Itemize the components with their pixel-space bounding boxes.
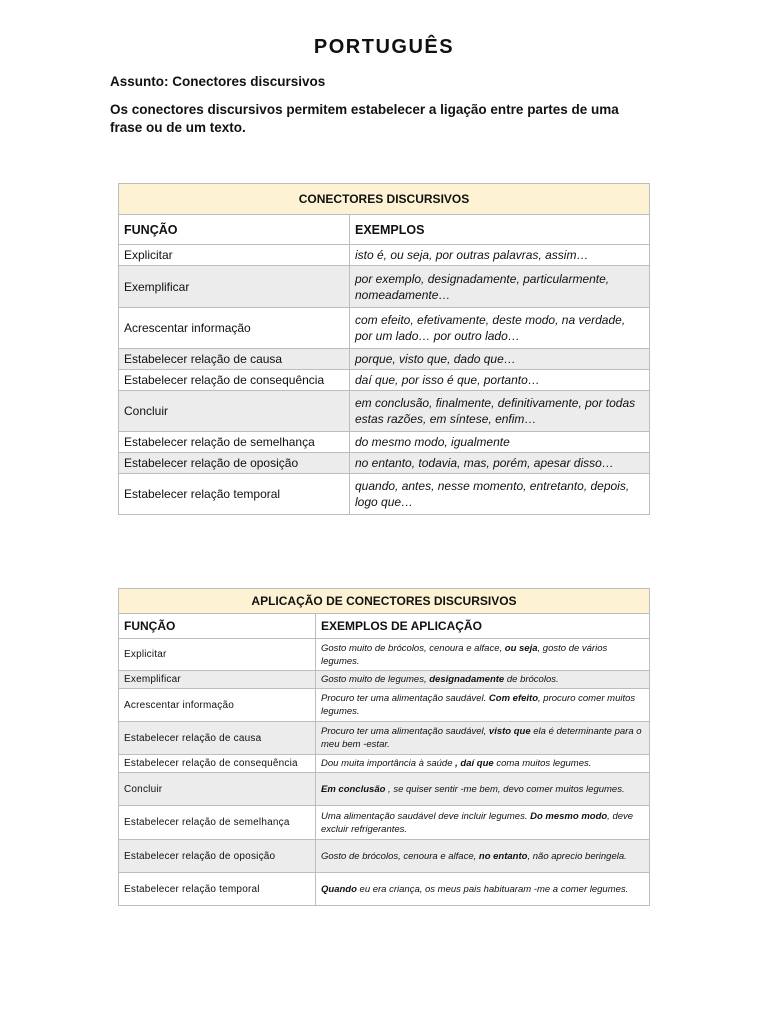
table-row: [119, 773, 650, 806]
table-row: [119, 370, 650, 391]
table-row: [119, 453, 650, 474]
examples-cell: daí que, por isso é que, portanto…: [350, 370, 650, 391]
table-row: [119, 873, 650, 906]
function-cell: Estabelecer relação de causa: [119, 722, 316, 755]
examples-cell: quando, antes, nesse momento, entretanto, depois, logo que…: [350, 474, 650, 515]
example-sentence-cell: Uma alimentação saudável deve incluir legumes. Do mesmo modo, deve excluir refrigerantes.: [316, 806, 650, 840]
column-header-examples: EXEMPLOS DE APLICAÇÃO: [316, 614, 650, 639]
table-row: [119, 432, 650, 453]
example-sentence-cell: Em conclusão , se quiser sentir -me bem, devo comer muitos legumes.: [316, 773, 650, 806]
connector-highlight: Em conclusão: [321, 783, 386, 795]
function-cell: Acrescentar informação: [119, 308, 350, 349]
function-cell: Estabelecer relação temporal: [119, 873, 316, 906]
connectors-application-table: [118, 588, 650, 906]
connector-highlight: ou seja: [504, 642, 538, 654]
table-row: [119, 840, 650, 873]
connector-highlight: Do mesmo modo: [530, 810, 608, 822]
example-sentence-cell: Gosto muito de brócolos, cenoura e alface, ou seja, gosto de vários legumes.: [316, 639, 650, 671]
column-header-function: FUNÇÃO: [119, 215, 350, 245]
connector-highlight: designadamente: [429, 674, 505, 685]
function-cell: Estabelecer relação de consequência: [119, 370, 350, 391]
page-title: PORTUGUÊS: [313, 36, 455, 58]
table-row: [119, 349, 650, 370]
function-cell: Estabelecer relação de causa: [119, 349, 350, 370]
table-row: [119, 671, 650, 689]
function-cell: Explicitar: [119, 245, 350, 266]
function-cell: Estabelecer relação de semelhança: [119, 432, 350, 453]
function-cell: Exemplificar: [119, 671, 316, 689]
examples-cell: em conclusão, finalmente, definitivamente, por todas estas razões, em síntese, enfim…: [350, 391, 650, 432]
table-row: [119, 722, 650, 755]
intro-paragraph: Os conectores discursivos permitem estabelecer a ligação entre partes de uma frase ou de um texto.: [110, 102, 619, 135]
function-cell: Exemplificar: [119, 266, 350, 308]
table-row: [119, 639, 650, 671]
connector-highlight: Com efeito: [488, 693, 539, 704]
table-row: [119, 391, 650, 432]
subject-line: Assunto: Conectores discursivos: [110, 74, 326, 89]
examples-cell: porque, visto que, dado que…: [350, 349, 650, 370]
function-cell: Explicitar: [119, 639, 316, 671]
function-cell: Concluir: [119, 773, 316, 806]
table-caption: CONECTORES DISCURSIVOS: [119, 184, 650, 215]
connector-highlight: visto que: [488, 726, 531, 737]
example-sentence-cell: Quando eu era criança, os meus pais habituaram -me a comer legumes.: [316, 873, 650, 906]
table-caption: APLICAÇÃO DE CONECTORES DISCURSIVOS: [119, 589, 650, 614]
table-row: [119, 755, 650, 773]
function-cell: Estabelecer relação de oposição: [119, 453, 350, 474]
examples-cell: com efeito, efetivamente, deste modo, na verdade, por um lado… por outro lado…: [350, 308, 650, 349]
function-cell: Concluir: [119, 391, 350, 432]
examples-cell: isto é, ou seja, por outras palavras, assim…: [350, 245, 650, 266]
example-sentence-cell: Gosto muito de legumes, designadamente de brócolos.: [316, 671, 650, 689]
column-header-examples: EXEMPLOS: [350, 215, 650, 245]
function-cell: Acrescentar informação: [119, 689, 316, 722]
table-row: [119, 474, 650, 515]
connectors-table: [118, 183, 650, 515]
example-sentence-cell: Procuro ter uma alimentação saudável, visto que ela é determinante para o meu bem -estar.: [316, 722, 650, 755]
connector-highlight: Quando: [321, 883, 357, 895]
examples-cell: no entanto, todavia, mas, porém, apesar disso…: [350, 453, 650, 474]
table-row: [119, 245, 650, 266]
function-cell: Estabelecer relação de oposição: [119, 840, 316, 873]
function-cell: Estabelecer relação temporal: [119, 474, 350, 515]
example-sentence-cell: Gosto de brócolos, cenoura e alface, no entanto, não aprecio beringela.: [316, 840, 650, 873]
connector-highlight: no entanto: [478, 850, 528, 862]
example-sentence-cell: Procuro ter uma alimentação saudável. Com efeito, procuro comer muitos legumes.: [316, 689, 650, 722]
table-row: [119, 308, 650, 349]
table-row: [119, 266, 650, 308]
example-sentence-cell: Dou muita importância à saúde , daí que coma muitos legumes.: [316, 755, 650, 773]
connector-highlight: , daí que: [455, 758, 494, 769]
examples-cell: por exemplo, designadamente, particularmente, nomeadamente…: [350, 266, 650, 308]
table-row: [119, 689, 650, 722]
table-row: [119, 806, 650, 840]
column-header-function: FUNÇÃO: [119, 614, 316, 639]
examples-cell: do mesmo modo, igualmente: [350, 432, 650, 453]
function-cell: Estabelecer relação de consequência: [119, 755, 316, 773]
function-cell: Estabelecer relação de semelhança: [119, 806, 316, 840]
